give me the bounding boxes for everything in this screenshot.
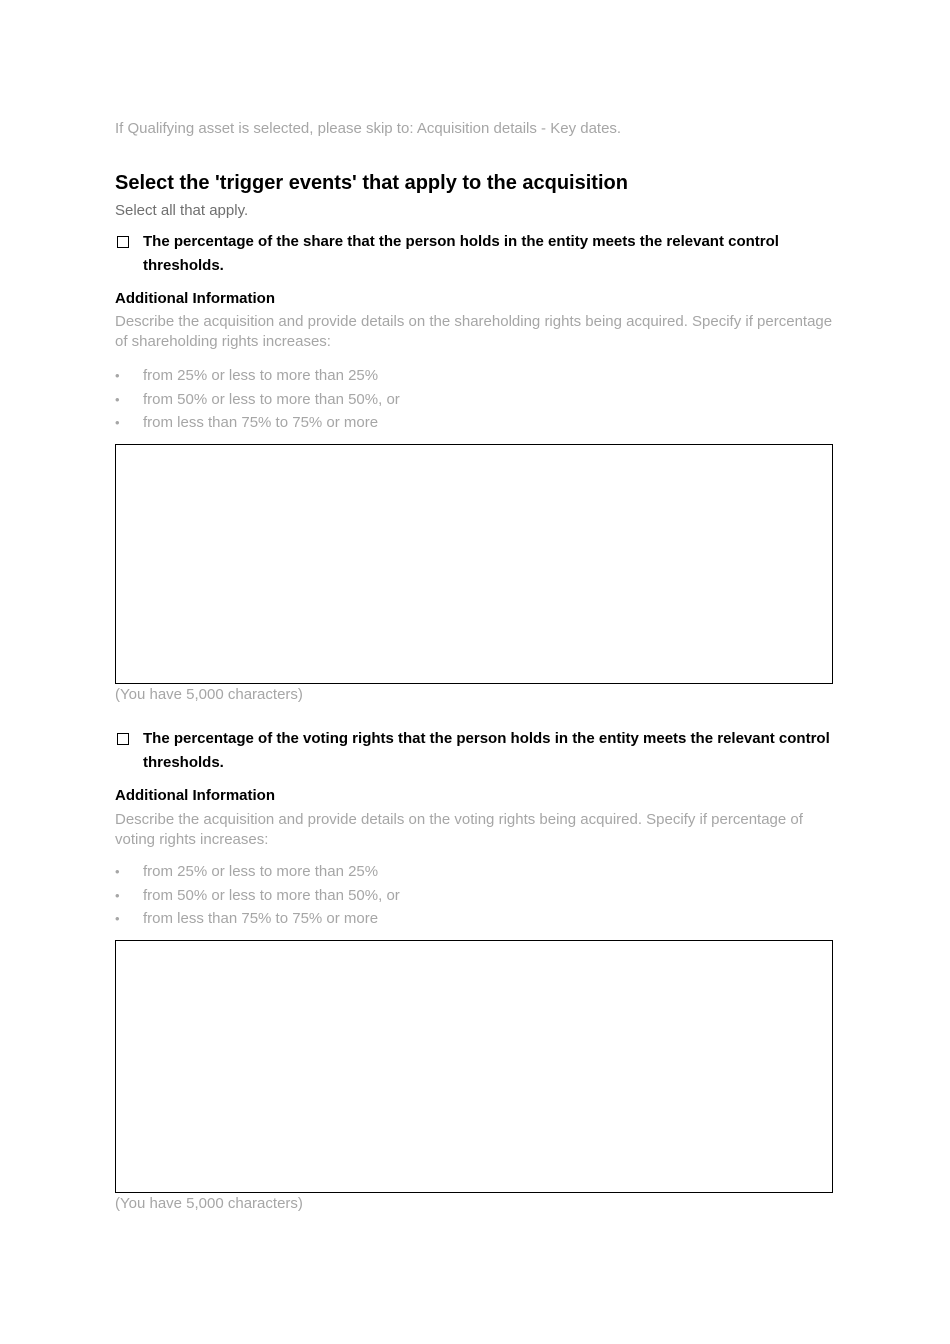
list-item	[115, 364, 815, 388]
list-item	[115, 388, 815, 412]
additional-info-heading: Additional Information	[115, 290, 275, 307]
bullet-dot-icon: •	[115, 415, 120, 430]
bullet-dot-icon: •	[115, 911, 120, 926]
bullet-dot-icon: •	[115, 864, 120, 879]
bullet-text: from 50% or less to more than 50%, or	[143, 390, 400, 408]
bullet-text: from less than 75% to 75% or more	[143, 414, 379, 431]
section-title: Select the 'trigger events' that apply to the acquisition	[115, 172, 628, 194]
bullet-text: from 25% or less to more than 25%	[143, 367, 379, 384]
bullet-text: from 25% or less to more than 25%	[143, 863, 379, 880]
bullet-text: from less than 75% to 75% or more	[143, 910, 379, 927]
bullet-dot-icon: •	[115, 391, 120, 407]
list-item	[115, 907, 815, 931]
list-item	[115, 884, 815, 908]
trigger-share-label[interactable]: The percentage of the share that the person holds in the entity meets the relevant control thresholds.	[143, 233, 779, 274]
char-count-note: (You have 5,000 characters)	[115, 1195, 303, 1212]
select-all-instruction: Select all that apply.	[115, 202, 249, 219]
additional-info-description: Describe the acquisition and provide details on the voting rights being acquired. Specify if percentage of voting rights increases:	[115, 811, 803, 848]
skip-note: If Qualifying asset is selected, please skip to: Acquisition details - Key dates.	[115, 120, 622, 137]
threshold-bullet-list	[115, 364, 815, 435]
share-additional-info-textarea[interactable]	[115, 444, 833, 684]
additional-info-heading: Additional Information	[115, 787, 275, 804]
trigger-voting-label[interactable]: The percentage of the voting rights that the person holds in the entity meets the relevant control thresholds.	[143, 730, 830, 771]
trigger-voting-checkbox[interactable]	[117, 733, 129, 745]
voting-additional-info-textarea[interactable]	[115, 940, 833, 1193]
bullet-dot-icon: •	[115, 887, 120, 903]
bullet-text: from 50% or less to more than 50%, or	[143, 886, 400, 904]
threshold-bullet-list	[115, 860, 815, 931]
bullet-dot-icon: •	[115, 368, 120, 383]
list-item	[115, 860, 815, 884]
additional-info-description: Describe the acquisition and provide details on the shareholding rights being acquired. Specify if percentage of shareholding rights increases:	[115, 313, 833, 350]
list-item	[115, 411, 815, 435]
char-count-note: (You have 5,000 characters)	[115, 686, 303, 703]
trigger-share-checkbox[interactable]	[117, 236, 129, 248]
